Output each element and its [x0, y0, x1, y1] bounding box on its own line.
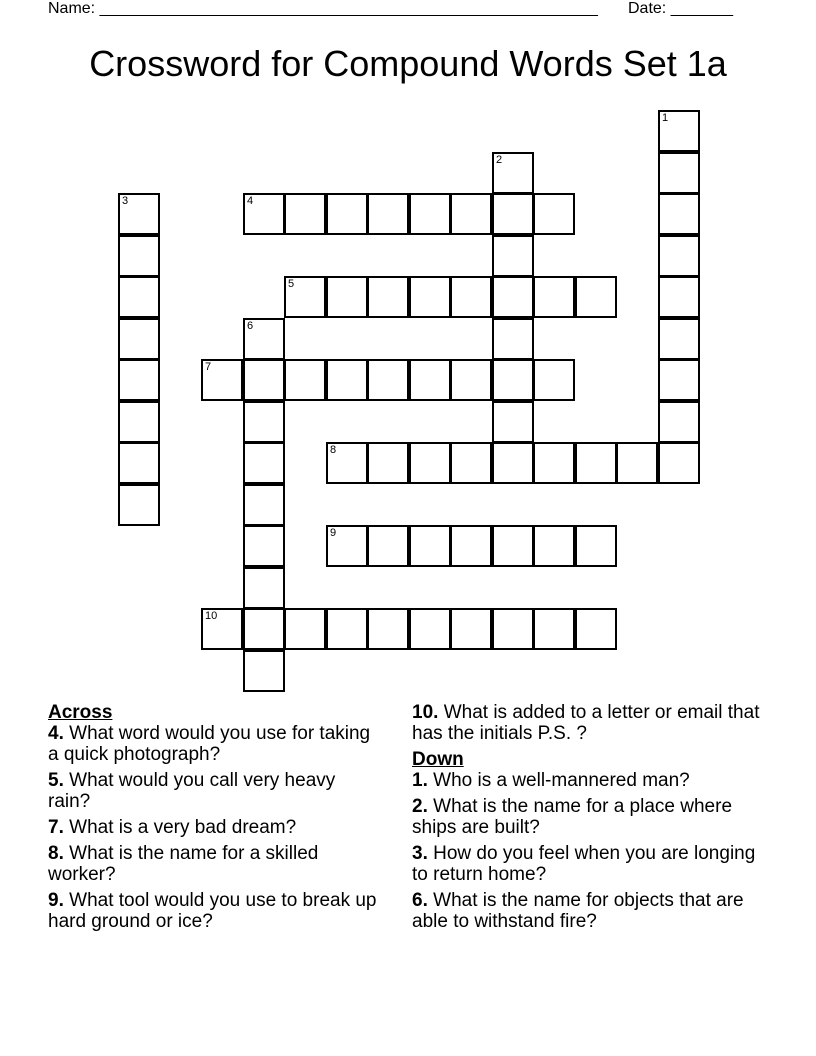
grid-cell[interactable] [492, 276, 534, 318]
grid-cell[interactable] [658, 110, 700, 152]
grid-cell[interactable] [450, 359, 492, 401]
grid-cell[interactable] [284, 276, 326, 318]
down-clue [412, 770, 762, 791]
grid-cell[interactable] [409, 276, 451, 318]
grid-cell[interactable] [492, 525, 534, 567]
grid-cell[interactable] [533, 442, 575, 484]
date-field-label: Date: _______ [628, 0, 733, 17]
across-clue [48, 817, 378, 838]
clue-number: 1. [412, 770, 428, 791]
clue-text: What is added to a letter or email that has the initials P.S. ? [412, 702, 760, 744]
grid-cell[interactable] [492, 318, 534, 360]
grid-cell[interactable] [118, 359, 160, 401]
across-clue [48, 890, 378, 932]
grid-cell[interactable] [201, 608, 243, 650]
down-heading: Down [412, 749, 464, 770]
grid-cell[interactable] [533, 359, 575, 401]
grid-cell[interactable] [658, 401, 700, 443]
grid-cell[interactable] [658, 276, 700, 318]
grid-cell[interactable] [492, 235, 534, 277]
grid-cell[interactable] [658, 193, 700, 235]
across-heading: Across [48, 702, 113, 723]
grid-cell[interactable] [243, 442, 285, 484]
grid-cell[interactable] [118, 235, 160, 277]
grid-cell[interactable] [284, 608, 326, 650]
grid-cell[interactable] [326, 525, 368, 567]
clue-text: What word would you use for taking a quick photograph? [48, 723, 371, 765]
grid-cell[interactable] [409, 608, 451, 650]
grid-cell[interactable] [575, 525, 617, 567]
grid-cell[interactable] [243, 359, 285, 401]
clue-text: What is a very bad dream? [63, 817, 297, 838]
clue-number: 7. [48, 817, 64, 838]
cell-number: 1 [662, 112, 669, 124]
grid-cell[interactable] [492, 401, 534, 443]
grid-cell[interactable] [326, 442, 368, 484]
clue-number: 8. [48, 843, 64, 864]
down-clue [412, 843, 762, 885]
across-clue [412, 702, 762, 744]
cell-number: 8 [330, 444, 337, 456]
grid-cell[interactable] [326, 359, 368, 401]
grid-cell[interactable] [658, 318, 700, 360]
grid-cell[interactable] [492, 359, 534, 401]
cell-number: 7 [205, 361, 212, 373]
cell-number: 6 [247, 320, 254, 332]
clue-number: 10. [412, 702, 439, 723]
grid-cell[interactable] [118, 276, 160, 318]
grid-cell[interactable] [118, 401, 160, 443]
grid-cell[interactable] [533, 193, 575, 235]
clue-text: What is the name for a skilled worker? [48, 843, 319, 885]
grid-cell[interactable] [243, 318, 285, 360]
across-clue [48, 723, 378, 765]
grid-cell[interactable] [118, 484, 160, 526]
grid-cell[interactable] [658, 235, 700, 277]
grid-cell[interactable] [243, 650, 285, 692]
clue-number: 4. [48, 723, 64, 744]
grid-cell[interactable] [450, 608, 492, 650]
name-field-label: Name: ________________________________________________________ [48, 0, 598, 17]
down-clue [412, 796, 762, 838]
clue-text: What is the name for a place where ships are built? [412, 796, 733, 838]
grid-cell[interactable] [284, 359, 326, 401]
page-title: Crossword for Compound Words Set 1a [89, 43, 727, 84]
grid-cell[interactable] [367, 442, 409, 484]
across-clue [48, 770, 378, 812]
grid-cell[interactable] [616, 442, 658, 484]
grid-cell[interactable] [243, 608, 285, 650]
grid-cell[interactable] [450, 442, 492, 484]
grid-cell[interactable] [492, 193, 534, 235]
clue-number: 5. [48, 770, 64, 791]
grid-cell[interactable] [409, 525, 451, 567]
grid-cell[interactable] [367, 608, 409, 650]
clue-number: 6. [412, 890, 428, 911]
across-clue [48, 843, 378, 885]
cell-number: 3 [122, 195, 129, 207]
grid-cell[interactable] [658, 359, 700, 401]
clue-number: 2. [412, 796, 428, 817]
grid-cell[interactable] [367, 276, 409, 318]
clue-number: 3. [412, 843, 428, 864]
grid-cell[interactable] [326, 193, 368, 235]
clue-text: What is the name for objects that are able to withstand fire? [412, 890, 744, 932]
grid-cell[interactable] [409, 193, 451, 235]
clue-number: 9. [48, 890, 64, 911]
grid-cell[interactable] [575, 442, 617, 484]
clues-column-left [48, 702, 378, 937]
cell-number: 10 [205, 610, 218, 622]
grid-cell[interactable] [658, 152, 700, 194]
grid-cell[interactable] [492, 152, 534, 194]
grid-cell[interactable] [243, 525, 285, 567]
grid-cell[interactable] [409, 442, 451, 484]
grid-cell[interactable] [533, 525, 575, 567]
cell-number: 2 [496, 154, 503, 166]
grid-cell[interactable] [243, 567, 285, 609]
down-clue [412, 890, 762, 932]
cell-number: 9 [330, 527, 337, 539]
grid-cell[interactable] [243, 484, 285, 526]
grid-cell[interactable] [658, 442, 700, 484]
grid-cell[interactable] [243, 401, 285, 443]
grid-cell[interactable] [492, 608, 534, 650]
grid-cell[interactable] [492, 442, 534, 484]
grid-cell[interactable] [326, 608, 368, 650]
clue-text: What tool would you use to break up hard ground or ice? [48, 890, 377, 932]
grid-cell[interactable] [118, 442, 160, 484]
grid-cell[interactable] [450, 276, 492, 318]
grid-cell[interactable] [243, 193, 285, 235]
grid-cell[interactable] [533, 608, 575, 650]
grid-cell[interactable] [450, 525, 492, 567]
cell-number: 4 [247, 195, 254, 207]
clue-text: How do you feel when you are longing to return home? [412, 843, 756, 885]
grid-cell[interactable] [367, 359, 409, 401]
grid-cell[interactable] [450, 193, 492, 235]
grid-cell[interactable] [367, 193, 409, 235]
grid-cell[interactable] [118, 193, 160, 235]
grid-cell[interactable] [367, 525, 409, 567]
grid-cell[interactable] [284, 193, 326, 235]
grid-cell[interactable] [575, 608, 617, 650]
clue-text: What would you call very heavy rain? [48, 770, 336, 812]
clue-text: Who is a well-mannered man? [427, 770, 690, 791]
grid-cell[interactable] [201, 359, 243, 401]
grid-cell[interactable] [575, 276, 617, 318]
clues-column-right [412, 702, 762, 937]
cell-number: 5 [288, 278, 295, 290]
grid-cell[interactable] [409, 359, 451, 401]
grid-cell[interactable] [326, 276, 368, 318]
grid-cell[interactable] [118, 318, 160, 360]
grid-cell[interactable] [533, 276, 575, 318]
